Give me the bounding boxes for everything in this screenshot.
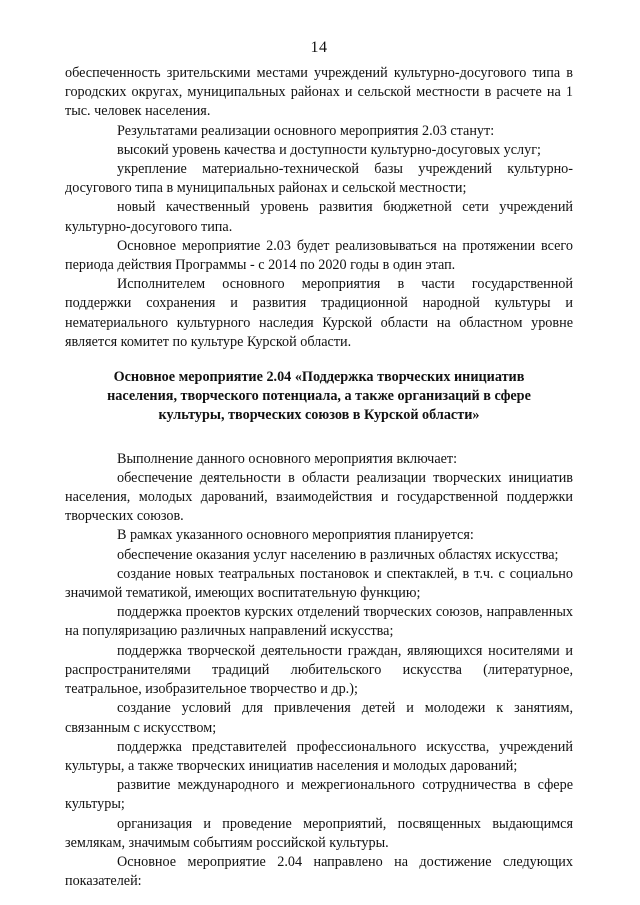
paragraph-result-budget-network: новый качественный уровень развития бюджетной сети учреждений культурно-досугового типа. [65, 199, 573, 235]
paragraph-support-initiatives: обеспечение деятельности в области реализации творческих инициатив населения, молодых дарований, взаимодействия и государственной поддержки творческих союзов. [65, 469, 573, 525]
paragraph-cooperation: развитие международного и межрегионального сотрудничества в сфере культуры; [65, 777, 573, 813]
paragraph-executor: Исполнителем основного мероприятия в части государственной поддержки сохранения и развития традиционной народной культуры и нематериального культурного наследия Курской области на областном уровне является комитет по культуре Курской области. [65, 276, 573, 350]
paragraph-children-youth: создание условий для привлечения детей и молодежи к занятиям, связанным с искусством; [65, 700, 573, 736]
paragraph-indicators-intro: Основное мероприятие 2.04 направлено на достижение следующих показателей: [65, 853, 573, 890]
paragraph-services: обеспечение оказания услуг населению в различных областях искусства; [117, 546, 559, 563]
page-number: 14 [310, 39, 328, 56]
paragraph-theatre-productions: создание новых театральных постановок и спектаклей, в т.ч. с социально значимой тематикой, имеющих воспитательную функцию; [65, 565, 573, 602]
paragraph-includes-intro: Выполнение данного основного мероприятия включает: [117, 450, 458, 467]
paragraph-implementation-period: Основное мероприятие 2.03 будет реализовываться на протяжении всего периода действия Программы - с 2014 по 2020 годы в один этап. [65, 237, 573, 274]
paragraph-result-infrastructure: укрепление материально-технической базы учреждений культурно-досугового типа в муниципальных районах и сельской местности; [65, 161, 573, 197]
paragraph-events: организация и проведение мероприятий, посвященных выдающимся землякам, значимым событиям российской культуры. [65, 815, 573, 851]
paragraph-professional-art: поддержка представителей профессионального искусства, учреждений культуры, а также творческих инициатив населения и молодых дарований; [65, 738, 573, 774]
document-page [65, 38, 573, 891]
paragraph-result-quality: высокий уровень качества и доступности культурно-досуговых услуг; [117, 141, 541, 158]
section-heading: Основное мероприятие 2.04 «Поддержка творческих инициатив населения, творческого потенциала, а также организаций в сфере культуры, творческих союзов в Курской области» [107, 369, 531, 424]
paragraph-seating-capacity: обеспеченность зрительскими местами учреждений культурно-досугового типа в городских округах, муниципальных районах и сельской местности в расчете на 1 тыс. человек населения. [65, 65, 573, 120]
paragraph-results-intro: Результатами реализации основного мероприятия 2.03 станут: [117, 122, 495, 139]
paragraph-creative-unions: поддержка проектов курских отделений творческих союзов, направленных на популяризацию различных направлений искусства; [65, 604, 573, 640]
paragraph-amateur-art: поддержка творческой деятельности граждан, являющихся носителями и распространителями традиций любительского искусства (литературное, театральное, изобразительное творчество и др.); [65, 642, 573, 698]
paragraph-planned-intro: В рамках указанного основного мероприятия планируется: [117, 527, 474, 544]
